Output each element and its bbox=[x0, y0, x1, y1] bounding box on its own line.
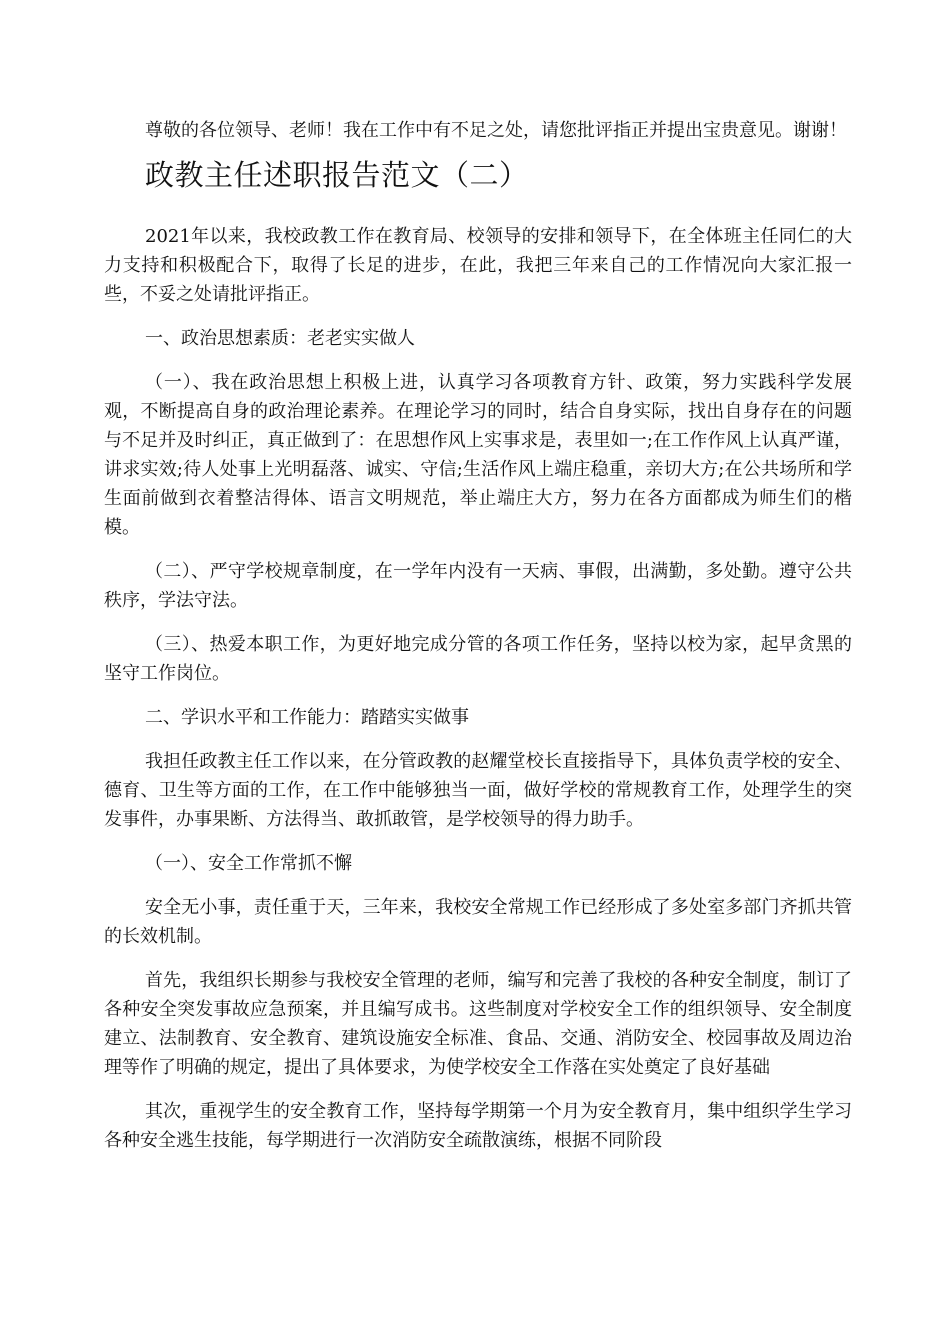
paragraph-safety-second: 其次，重视学生的安全教育工作，坚持每学期第一个月为安全教育月，集中组织学生学习各种安全逃生技能，每学期进行一次消防安全疏散演练，根据不同阶段 bbox=[104, 1101, 852, 1151]
subsection-heading-2-1: （一）、安全工作常抓不懈 bbox=[145, 853, 352, 874]
document-title: 政教主任述职报告范文（二） bbox=[145, 158, 529, 192]
paragraph-intro: 2021年以来，我校政教工作在教育局、校领导的安排和领导下，在全体班主任同仁的大力支持和积极配合下，取得了长足的进步，在此，我把三年来自己的工作情况向大家汇报一些，不妥之处请批评指正。 bbox=[104, 226, 852, 305]
paragraph-safety-intro: 安全无小事，责任重于天，三年来，我校安全常规工作已经形成了多处室多部门齐抓共管的长效机制。 bbox=[104, 897, 852, 947]
section-heading-2: 二、学识水平和工作能力：踏踏实实做事 bbox=[145, 707, 469, 728]
section-heading-1: 一、政治思想素质：老老实实做人 bbox=[145, 328, 415, 349]
paragraph-safety-first: 首先，我组织长期参与我校安全管理的老师，编写和完善了我校的各种安全制度，制订了各种安全突发事故应急预案，并且编写成书。这些制度对学校安全工作的组织领导、安全制度建立、法制教育、安全教育、建筑设施安全标准、食品、交通、消防安全、校园事故及周边治理等作了明确的规定，提出了具体要求，为使学校安全工作落在实处奠定了良好基础 bbox=[104, 970, 852, 1078]
closing-paragraph: 尊敬的各位领导、老师！我在工作中有不足之处，请您批评指正并提出宝贵意见。谢谢！ bbox=[145, 120, 847, 141]
paragraph-2-intro: 我担任政教主任工作以来，在分管政教的赵耀堂校长直接指导下，具体负责学校的安全、德育、卫生等方面的工作，在工作中能够独当一面，做好学校的常规教育工作，处理学生的突发事件，办事果断、方法得当、敢抓敢管，是学校领导的得力助手。 bbox=[104, 751, 852, 830]
document-page bbox=[104, 116, 852, 1155]
paragraph-1-3: （三）、热爱本职工作，为更好地完成分管的各项工作任务，坚持以校为家，起早贪黑的坚守工作岗位。 bbox=[104, 634, 852, 684]
paragraph-1-1: （一）、我在政治思想上积极上进，认真学习各项教育方针、政策，努力实践科学发展观，不断提高自身的政治理论素养。在理论学习的同时，结合自身实际，找出自身存在的问题与不足并及时纠正，真正做到了：在思想作风上实事求是，表里如一;在工作作风上认真严谨，讲求实效;待人处事上光明磊落、诚实、守信;生活作风上端庄稳重，亲切大方;在公共场所和学生面前做到衣着整洁得体、语言文明规范，举止端庄大方，努力在各方面都成为师生们的楷模。 bbox=[104, 372, 852, 538]
paragraph-1-2: （二）、严守学校规章制度，在一学年内没有一天病、事假，出满勤，多处勤。遵守公共秩序，学法守法。 bbox=[104, 561, 852, 611]
